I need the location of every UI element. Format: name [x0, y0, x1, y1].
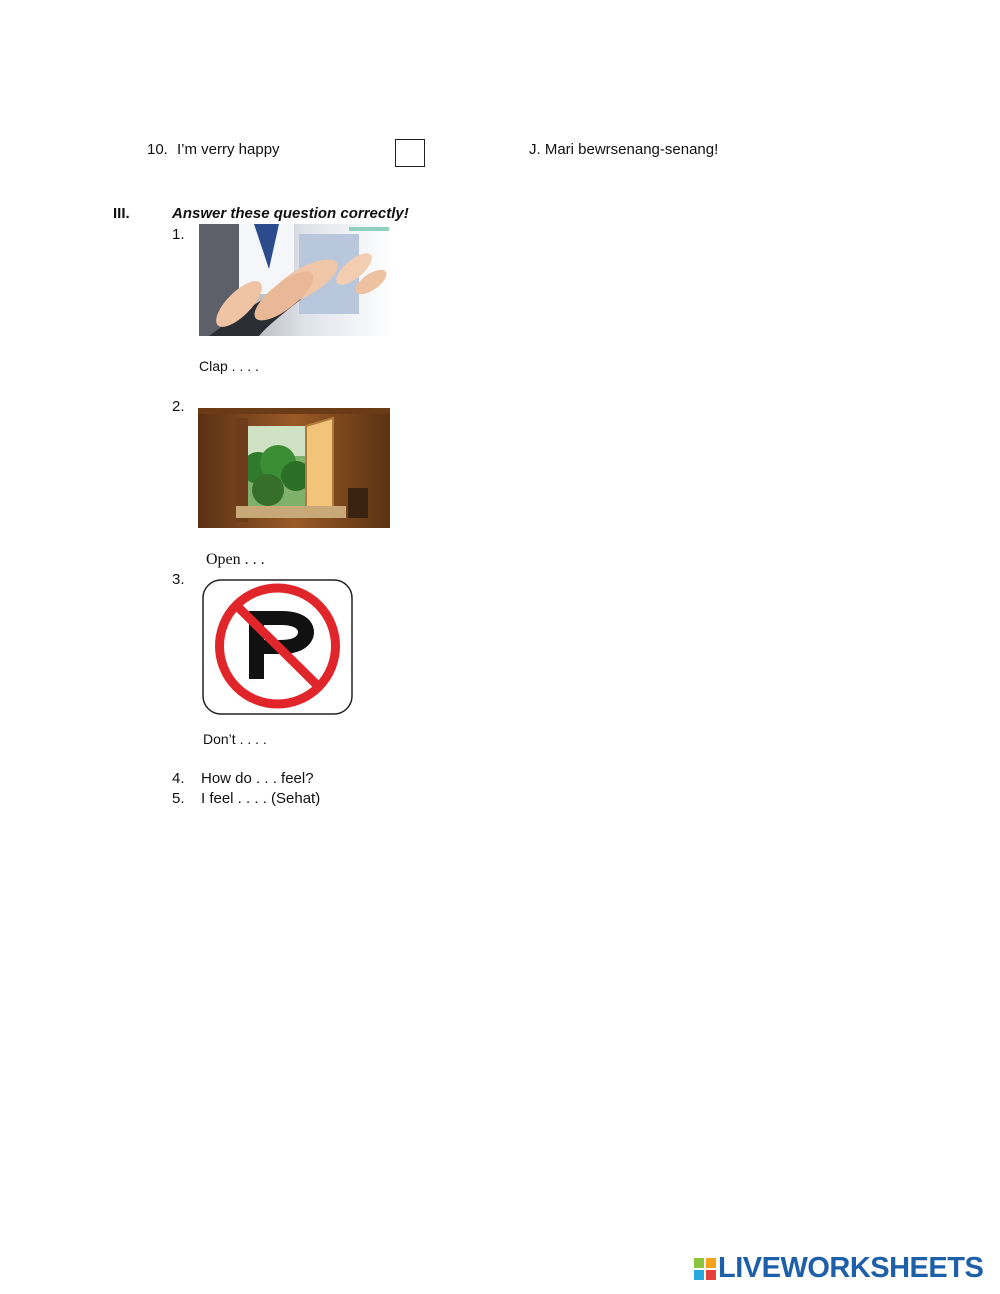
question-4-number: 4.	[172, 770, 185, 787]
item-10-answer-box[interactable]	[395, 139, 425, 167]
question-3-number: 3.	[172, 571, 185, 588]
question-5-prompt: I feel . . . . (Sehat)	[201, 790, 321, 807]
liveworksheets-logo-icon	[694, 1258, 716, 1280]
open-window-photo	[198, 408, 390, 528]
question-2-prompt: Open . . .	[206, 551, 265, 568]
question-2-number: 2.	[172, 398, 185, 415]
question-5-number: 5.	[172, 790, 185, 807]
clapping-hands-photo	[199, 224, 393, 336]
question-1-prompt: Clap . . . .	[199, 358, 259, 374]
item-10-number: 10.	[147, 141, 168, 158]
item-10-text: I’m verry happy	[177, 141, 280, 158]
item-10-match-text: J. Mari bewrsenang-senang!	[529, 141, 719, 158]
liveworksheets-logo-text: LIVEWORKSHEETS	[718, 1252, 984, 1284]
no-parking-sign	[202, 579, 353, 715]
question-4-prompt: How do . . . feel?	[201, 770, 314, 787]
question-1-number: 1.	[172, 226, 185, 243]
section-instruction: Answer these question correctly!	[172, 205, 409, 222]
question-3-prompt: Don’t . . . .	[203, 731, 267, 747]
section-numeral: III.	[113, 205, 130, 222]
